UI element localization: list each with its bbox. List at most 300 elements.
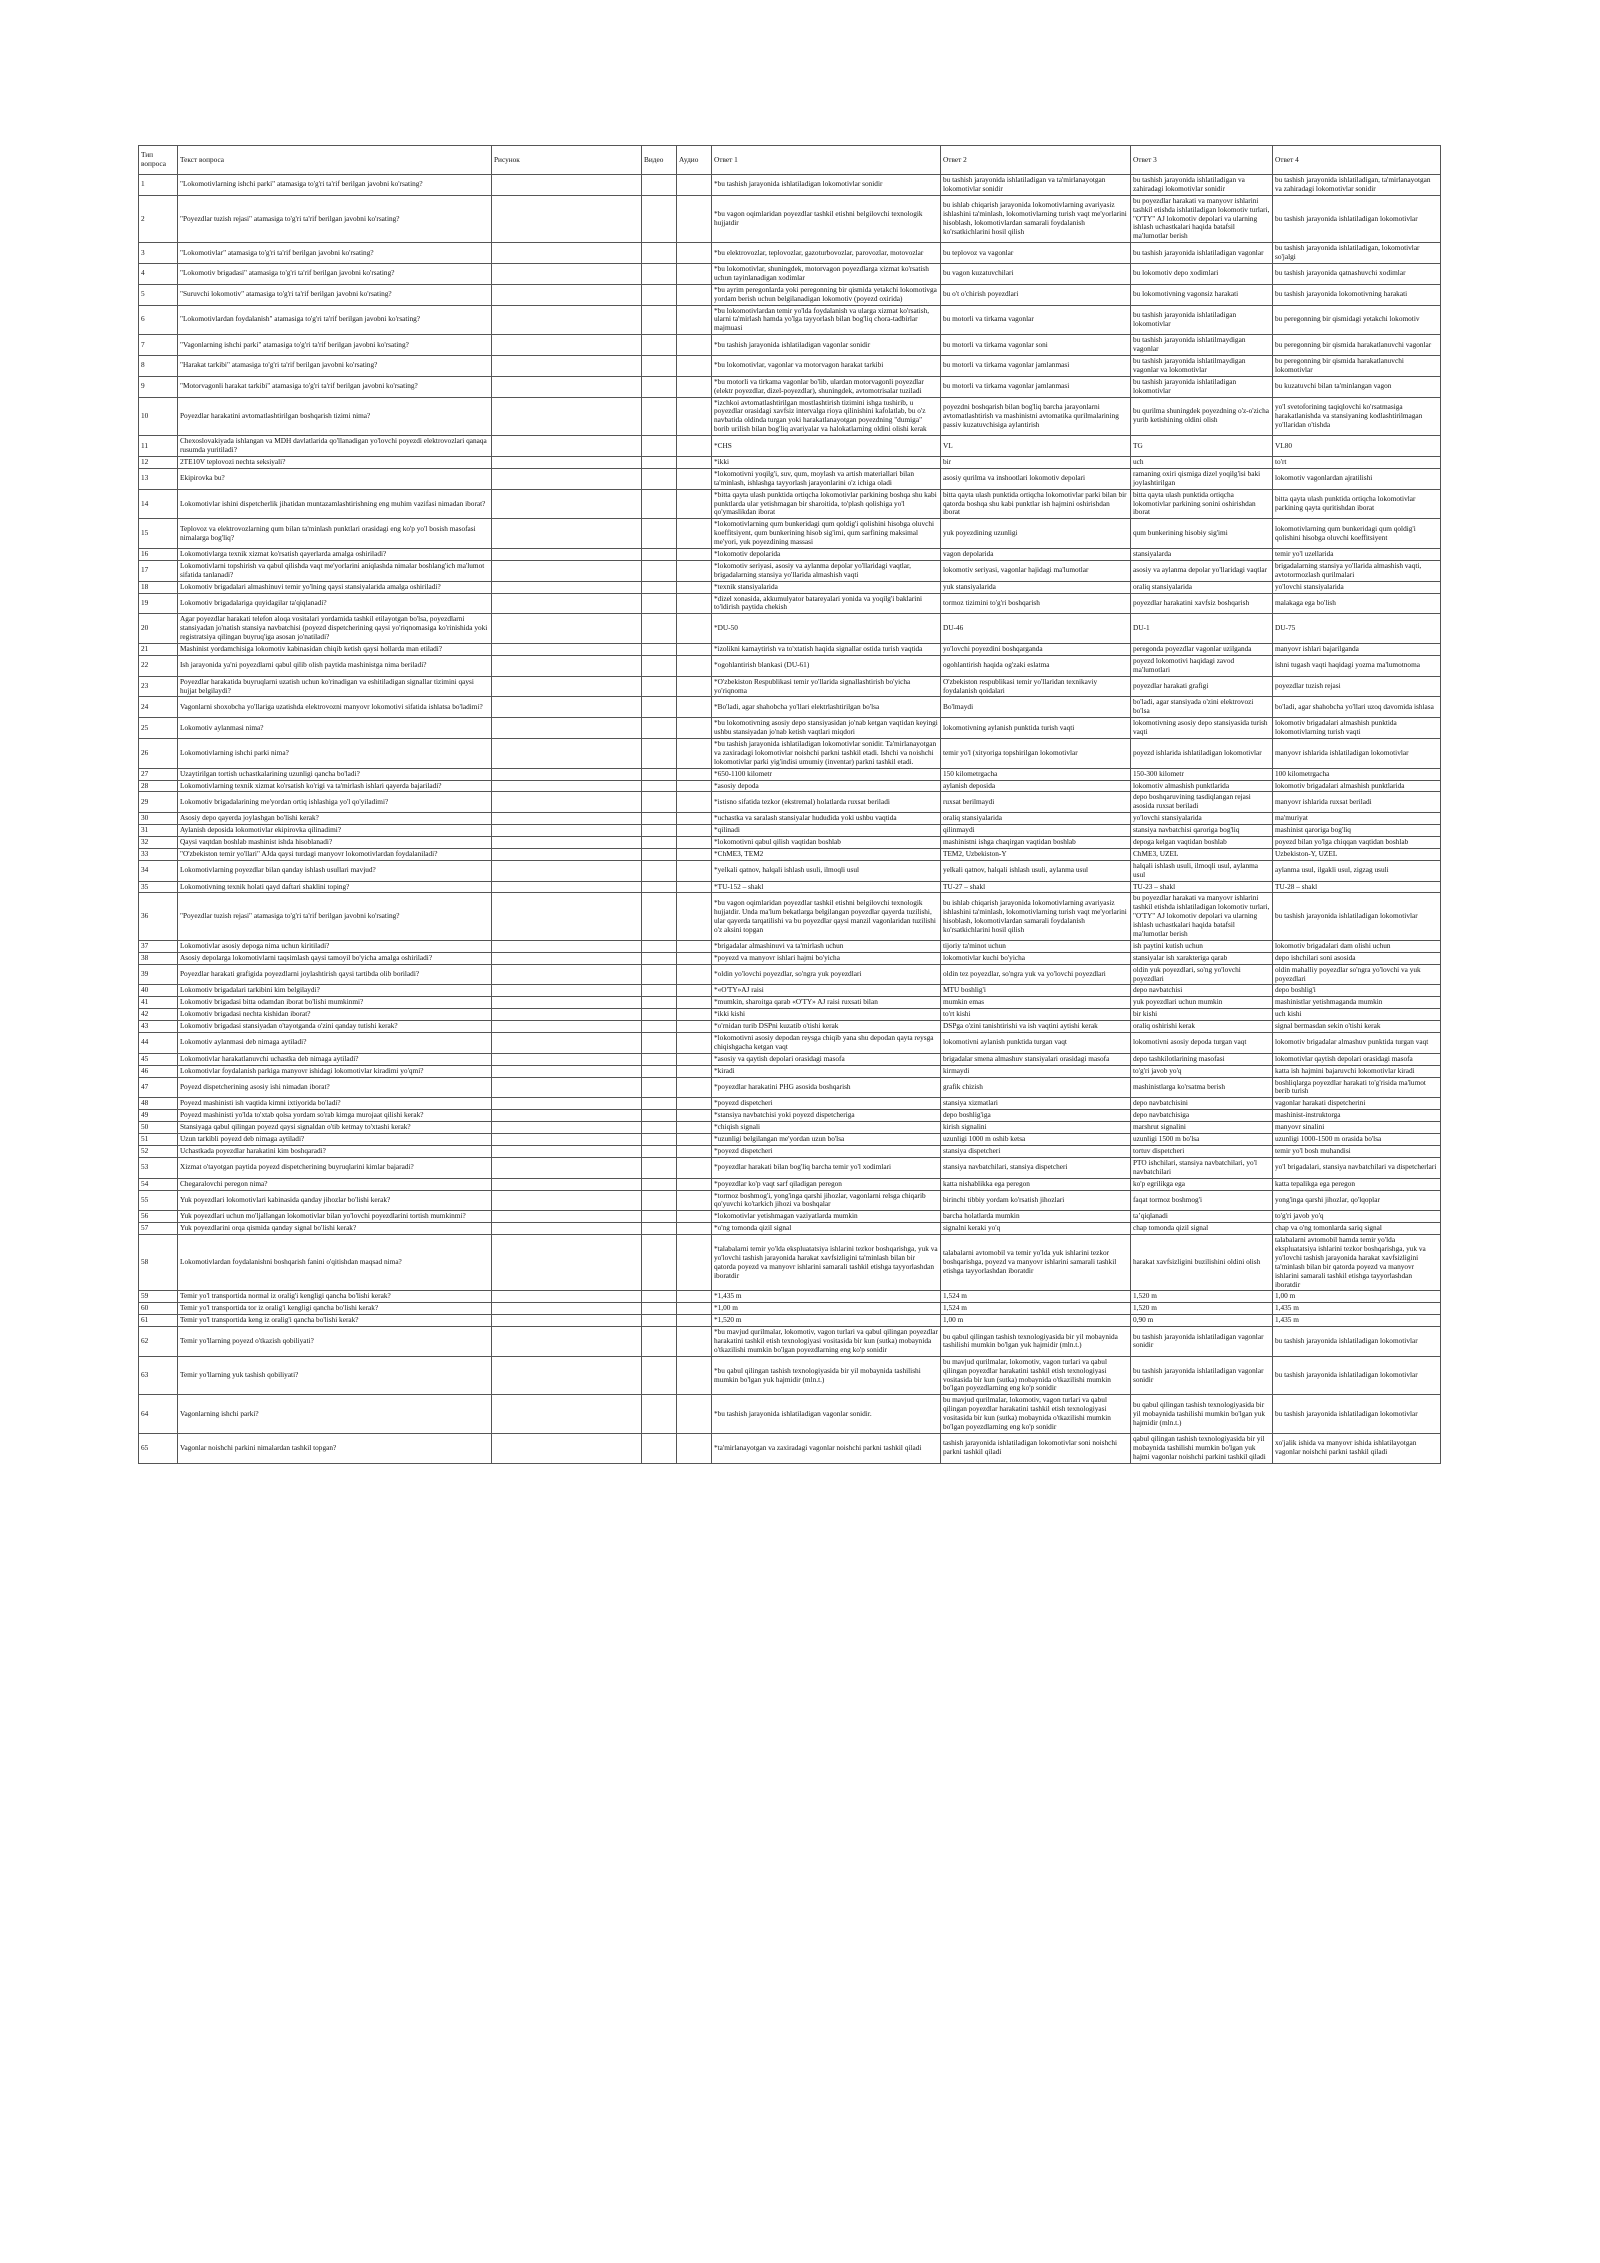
- col-header-answer-1: Ответ 1: [712, 146, 941, 175]
- table-row: [139, 1178, 1441, 1190]
- answer-3: mashinistlarga ko'rsatma berish: [1131, 1077, 1273, 1098]
- picture-cell: [492, 1157, 642, 1178]
- answer-1: *DU-50: [712, 614, 941, 644]
- audio-cell: [677, 243, 712, 264]
- answer-3: faqat tormoz boshmog'i: [1131, 1190, 1273, 1211]
- answer-4: 100 kilometrgacha: [1273, 768, 1441, 780]
- answer-2: temir yo'l (xityoriga topshirilgan lokomotivlar: [941, 738, 1131, 768]
- video-cell: [642, 468, 677, 489]
- answer-2: uzunligi 1000 m oshib ketsa: [941, 1134, 1131, 1146]
- table-row: [139, 614, 1441, 644]
- answer-2: bu motorli va tirkama vagonlar jamlanmasi: [941, 356, 1131, 377]
- table-row: [139, 1223, 1441, 1235]
- video-cell: [642, 643, 677, 655]
- answer-1: *poyezdlar harakatini PHG asosida boshqarish: [712, 1077, 941, 1098]
- question-number: 39: [139, 964, 178, 985]
- answer-3: uzunligi 1500 m bo'lsa: [1131, 1134, 1273, 1146]
- question-text: Temir yo'l transportida normal iz oralig'i kengligi qancha bo'lishi kerak?: [178, 1291, 492, 1303]
- question-text: Lokomotivlarning texnik xizmat ko'rsatish ko'rigi va ta'mirlash ishlari qayerda bajariladi?: [178, 780, 492, 792]
- question-number: 30: [139, 813, 178, 825]
- answer-2: 1,00 m: [941, 1315, 1131, 1327]
- answer-2: brigadalar smena almashuv stansiyalari orasidagi masofa: [941, 1053, 1131, 1065]
- picture-cell: [492, 643, 642, 655]
- answer-1: *1,435 m: [712, 1291, 941, 1303]
- audio-cell: [677, 1433, 712, 1463]
- video-cell: [642, 1122, 677, 1134]
- question-text: Yuk poyezdlarini orqa qismida qanday signal bo'lishi kerak?: [178, 1223, 492, 1235]
- question-text: Teplovoz va elektrovozlarning qum bilan ta'minlash punktlari orasidagi eng ko'p yo'l bosish masofasi nimalarga bog'liq?: [178, 519, 492, 549]
- question-number: 10: [139, 397, 178, 436]
- audio-cell: [677, 1315, 712, 1327]
- table-row: [139, 1303, 1441, 1315]
- picture-cell: [492, 548, 642, 560]
- question-text: Poyezd mashinisti yo'lda to'xtab qolsa yordam so'rab kimga murojaat qilishi kerak?: [178, 1110, 492, 1122]
- picture-cell: [492, 560, 642, 581]
- answer-1: *ikki: [712, 456, 941, 468]
- audio-cell: [677, 1190, 712, 1211]
- picture-cell: [492, 1223, 642, 1235]
- audio-cell: [677, 985, 712, 997]
- question-text: Agar poyezdlar harakati telefon aloqa vositalari yordamida tashkil etilayotgan bo'lsa, poyezdlarni stansiyadan jo'natish stansiya navbatchisi (poyezd dispetcherining qaysi yo'riqnomasiga ko'rinishida yoki registratsiya qilingan buyruq'iga asosan jo'natiladi?: [178, 614, 492, 644]
- picture-cell: [492, 593, 642, 614]
- answer-4: DU-75: [1273, 614, 1441, 644]
- table-row: [139, 1235, 1441, 1291]
- answer-4: manyovr sinalini: [1273, 1122, 1441, 1134]
- answer-1: *mumkin, sharoitga qarab «O'TY» AJ raisi ruxsati bilan: [712, 997, 941, 1009]
- picture-cell: [492, 581, 642, 593]
- answer-3: taʼqiqlanadi: [1131, 1211, 1273, 1223]
- answer-2: yo'lovchi poyezdini boshqarganda: [941, 643, 1131, 655]
- audio-cell: [677, 436, 712, 457]
- answer-1: *poyezdlar harakati bilan bog'liq barcha temir yo'l xodimlari: [712, 1157, 941, 1178]
- answer-3: DU-1: [1131, 614, 1273, 644]
- answer-1: *asosiy depoda: [712, 780, 941, 792]
- answer-1: *bu vagon oqimlaridan poyezdlar tashkil etishni belgilovchi texnologik hujjatdir. Unda ma'lum bekatlarga belgilangan poyezdlar qayerda tuzilishi, ular qayerda tarqatilishi va bu poyezdlar qaysi manzil vagonlaridan tuzilishi o'z aksini topgan: [712, 893, 941, 940]
- answer-2: to'rt kishi: [941, 1009, 1131, 1021]
- picture-cell: [492, 952, 642, 964]
- question-text: Lokomotiv brigadasi nechta kishidan iborat?: [178, 1009, 492, 1021]
- col-header-video: Видео: [642, 146, 677, 175]
- table-row: [139, 780, 1441, 792]
- question-text: Vagonlar noishchi parkini nimalardan tashkil topgan?: [178, 1433, 492, 1463]
- question-text: Temir yo'llarning poyezd o'tkazish qobiliyati?: [178, 1327, 492, 1357]
- answer-1: *stansiya navbatchisi yoki poyezd dispetcheriga: [712, 1110, 941, 1122]
- video-cell: [642, 792, 677, 813]
- answer-4: malakaga ega bo'lish: [1273, 593, 1441, 614]
- video-cell: [642, 1223, 677, 1235]
- audio-cell: [677, 813, 712, 825]
- picture-cell: [492, 195, 642, 242]
- question-number: 54: [139, 1178, 178, 1190]
- audio-cell: [677, 780, 712, 792]
- table-row: [139, 305, 1441, 335]
- answer-2: VL: [941, 436, 1131, 457]
- answer-3: TG: [1131, 436, 1273, 457]
- picture-cell: [492, 519, 642, 549]
- picture-cell: [492, 264, 642, 285]
- picture-cell: [492, 768, 642, 780]
- video-cell: [642, 940, 677, 952]
- answer-2: 1,524 m: [941, 1303, 1131, 1315]
- audio-cell: [677, 1110, 712, 1122]
- audio-cell: [677, 1134, 712, 1146]
- question-number: 65: [139, 1433, 178, 1463]
- answer-1: *bu mavjud qurilmalar, lokomotiv, vagon turlari va qabul qilingan poyezdlar harakatini tashkil etish texnologiyasi vositasida bir kun (sutka) mobaynida o'tkazilishi mumkin bo'lgan poyezdlarning eng ko'p sonidir: [712, 1327, 941, 1357]
- answer-4: boshliqlarga poyezdlar harakati to'g'risida ma'lumot berib turish: [1273, 1077, 1441, 1098]
- question-number: 45: [139, 1053, 178, 1065]
- answer-3: peregonda poyezdlar vagonlar uzilganda: [1131, 643, 1273, 655]
- answer-3: ko'p egrilikga ega: [1131, 1178, 1273, 1190]
- question-number: 55: [139, 1190, 178, 1211]
- question-number: 49: [139, 1110, 178, 1122]
- question-text: "Poyezdlar tuzish rejasi" atamasiga to'g'ri ta'rif berilgan javobni ko'rsating?: [178, 195, 492, 242]
- question-number: 48: [139, 1098, 178, 1110]
- question-text: Asosiy depolarga lokomotivlarni taqsimlash qaysi tamoyil bo'yicha amalga oshiriladi?: [178, 952, 492, 964]
- picture-cell: [492, 1110, 642, 1122]
- answer-4: katta tepalikga ega peregon: [1273, 1178, 1441, 1190]
- answer-1: *qilinadi: [712, 825, 941, 837]
- video-cell: [642, 1315, 677, 1327]
- answer-2: bitta qayta ulash punktida ortiqcha lokomotivlar parki bilan bir qatorda boshqa shu kabi punktlar ish hajmini oshirishdan iborat: [941, 489, 1131, 519]
- picture-cell: [492, 175, 642, 196]
- answer-3: yuk poyezdlari uchun mumkin: [1131, 997, 1273, 1009]
- answer-2: ogohlantirish haqida og'zaki eslatma: [941, 655, 1131, 676]
- question-text: Lokomotiv brigadalari almashinuvi temir yo'lning qaysi stansiyalarida amalga oshiriladi?: [178, 581, 492, 593]
- question-text: Uzun tarkibli poyezd deb nimaga aytiladi?: [178, 1134, 492, 1146]
- table-row: [139, 376, 1441, 397]
- answer-3: depo tashkilotlarining masofasi: [1131, 1053, 1273, 1065]
- audio-cell: [677, 356, 712, 377]
- table-row: [139, 738, 1441, 768]
- table-row: [139, 1122, 1441, 1134]
- table-row: [139, 593, 1441, 614]
- answer-3: poyezdlar harakatini xavfsiz boshqarish: [1131, 593, 1273, 614]
- answer-4: oldin mahalliy poyezdlar so'ngra yo'lovchi va yuk poyezdlari: [1273, 964, 1441, 985]
- audio-cell: [677, 614, 712, 644]
- table-row: [139, 397, 1441, 436]
- video-cell: [642, 1327, 677, 1357]
- question-number: 16: [139, 548, 178, 560]
- answer-2: bu vagon kuzatuvchilari: [941, 264, 1131, 285]
- answer-2: bu motorli va tirkama vagonlar soni: [941, 335, 1131, 356]
- answer-4: mashinistlar yetishmaganda mumkin: [1273, 997, 1441, 1009]
- answer-2: lokomotiv seriyasi, vagonlar hajidagi ma'lumotlar: [941, 560, 1131, 581]
- answer-4: lokomotiv vagonlardan ajratilishi: [1273, 468, 1441, 489]
- answer-4: bu tashish jarayonida ishlatiladigan lokomotivlar: [1273, 1356, 1441, 1395]
- question-text: Lokomotivlarga texnik xizmat ko'rsatish qayerlarda amalga oshiriladi?: [178, 548, 492, 560]
- table-row: [139, 1065, 1441, 1077]
- table-row: [139, 1033, 1441, 1054]
- answer-3: bu qabul qilingan tashish texnologiyasida bir yil mobaynida tashilishi mumkin bo'lgan yuk hajmidir (mln.t.): [1131, 1395, 1273, 1434]
- table-row: [139, 468, 1441, 489]
- picture-cell: [492, 456, 642, 468]
- question-number: 35: [139, 881, 178, 893]
- answer-4: bu peregonning bir qismida harakatlanuvchi vagonlar: [1273, 335, 1441, 356]
- answer-4: lokomotiv brigadalari almashish punktida lokomotivlarning turish vaqti: [1273, 718, 1441, 739]
- question-text: "Vagonlarning ishchi parki" atamasiga to'g'ri ta'rif berilgan javobni ko'rsating?: [178, 335, 492, 356]
- question-number: 36: [139, 893, 178, 940]
- picture-cell: [492, 335, 642, 356]
- answer-4: bitta qayta ulash punktida ortiqcha lokomotivlar parkining qayta quritishdan iborat: [1273, 489, 1441, 519]
- answer-1: *texnik stansiyalarida: [712, 581, 941, 593]
- table-row: [139, 825, 1441, 837]
- table-row: [139, 1009, 1441, 1021]
- answer-3: stansiyalarda: [1131, 548, 1273, 560]
- answer-3: lokomotivning asosiy depo stansiyasida turish vaqti: [1131, 718, 1273, 739]
- question-text: Mashinist yordamchisiga lokomotiv kabinasidan chiqib ketish qaysi hollarda man etiladi?: [178, 643, 492, 655]
- picture-cell: [492, 356, 642, 377]
- video-cell: [642, 655, 677, 676]
- answer-4: lokomotivlarning qum bunkeridagi qum qoldig'i qolishini hisobga oluvchi koeffitsiyent: [1273, 519, 1441, 549]
- table-row: [139, 893, 1441, 940]
- question-text: Yuk poyezdlari lokomotivlari kabinasida qanday jihozlar bo'lishi kerak?: [178, 1190, 492, 1211]
- question-number: 58: [139, 1235, 178, 1291]
- table-row: [139, 1077, 1441, 1098]
- answer-3: bir kishi: [1131, 1009, 1273, 1021]
- answer-2: lokomotivlar kuchi bo'yicha: [941, 952, 1131, 964]
- answer-4: lokomotiv brigadalari dam olishi uchun: [1273, 940, 1441, 952]
- table-row: [139, 848, 1441, 860]
- picture-cell: [492, 1053, 642, 1065]
- picture-cell: [492, 997, 642, 1009]
- answer-1: *lokomotiv seriyasi, asosiy va aylanma depolar yo'llaridagi vaqtlar, brigadalarning stansiya yo'llarida almashish vaqti: [712, 560, 941, 581]
- question-number: 61: [139, 1315, 178, 1327]
- answer-2: kirish signalini: [941, 1122, 1131, 1134]
- audio-cell: [677, 952, 712, 964]
- answer-2: qilinmaydi: [941, 825, 1131, 837]
- table-row: [139, 436, 1441, 457]
- question-number: 38: [139, 952, 178, 964]
- question-text: Lokomotivlar harakatlanuvchi uchastka deb nimaga aytiladi?: [178, 1053, 492, 1065]
- answer-4: mashinist-instruktorga: [1273, 1110, 1441, 1122]
- col-header-question: Текст вопроса: [178, 146, 492, 175]
- answer-2: bu teplovoz va vagonlar: [941, 243, 1131, 264]
- answer-3: bu tashish jarayonida ishlatiladigan va zahiradagi lokomotivlar sonidir: [1131, 175, 1273, 196]
- answer-1: *lokomotivni qabul qilish vaqtidan boshlab: [712, 837, 941, 849]
- answer-4: lokomotiv brigadalari almashish punktlarida: [1273, 780, 1441, 792]
- answer-1: *yelkali qatnov, halqali ishlash usuli, ilmoqli usul: [712, 860, 941, 881]
- video-cell: [642, 397, 677, 436]
- audio-cell: [677, 1291, 712, 1303]
- question-number: 29: [139, 792, 178, 813]
- answer-4: manyovr ishlarida ishlatiladigan lokomotivlar: [1273, 738, 1441, 768]
- answer-1: *ChME3, TEM2: [712, 848, 941, 860]
- video-cell: [642, 1235, 677, 1291]
- answer-1: *ogohlantirish blankasi (DU-61): [712, 655, 941, 676]
- audio-cell: [677, 456, 712, 468]
- video-cell: [642, 1190, 677, 1211]
- question-number: 25: [139, 718, 178, 739]
- picture-cell: [492, 1033, 642, 1054]
- table-row: [139, 860, 1441, 881]
- video-cell: [642, 780, 677, 792]
- question-text: Ish jarayonida ya'ni poyezdlarni qabul qilib olish paytida mashinistga nima beriladi?: [178, 655, 492, 676]
- video-cell: [642, 676, 677, 697]
- answer-2: lokomotivni aylanish punktida turgan vaqt: [941, 1033, 1131, 1054]
- answer-4: vagonlar harakati dispetcherini: [1273, 1098, 1441, 1110]
- answer-1: *izchkoi avtomatlashtirilgan mostlashtirish tizimini ishga tushirib, u poyezdlar orasidagi xavfsiz intervalga rioya qilinishini kafolatlab, bu o'z navbatida oldinda turgan yoki harakatlanayotgan poyezdning "dumiga" borib urilish bilan bog'liq avariyalar va halokatlarning oldini olishi kerak: [712, 397, 941, 436]
- answer-1: *bu lokomotivlar, vagonlar va motorvagon harakat tarkibi: [712, 356, 941, 377]
- answer-4: depo ishchilari soni asosida: [1273, 952, 1441, 964]
- answer-3: bu tashish jarayonida ishlatilmaydigan vagonlar: [1131, 335, 1273, 356]
- video-cell: [642, 1433, 677, 1463]
- question-number: 47: [139, 1077, 178, 1098]
- question-number: 27: [139, 768, 178, 780]
- question-text: Asosiy depo qayerda joylashgan bo'lishi kerak?: [178, 813, 492, 825]
- question-text: Uzaytirilgan tortish uchastkalarining uzunligi qancha bo'ladi?: [178, 768, 492, 780]
- video-cell: [642, 1134, 677, 1146]
- picture-cell: [492, 813, 642, 825]
- question-text: Poyezdlar harakati grafigida poyezdlarni joylashtirish qaysi tartibda olib boriladi?: [178, 964, 492, 985]
- answer-3: tortuv dispetcheri: [1131, 1145, 1273, 1157]
- answer-3: bu tashish jarayonida ishlatiladigan vagonlar: [1131, 243, 1273, 264]
- video-cell: [642, 356, 677, 377]
- audio-cell: [677, 940, 712, 952]
- answer-2: 1,524 m: [941, 1291, 1131, 1303]
- picture-cell: [492, 1291, 642, 1303]
- table-row: [139, 195, 1441, 242]
- answer-1: *poyezd dispetcheri: [712, 1098, 941, 1110]
- answer-3: depo boshqaruvining tasdiqlangan rejasi asosida ruxsat beriladi: [1131, 792, 1273, 813]
- answer-4: to'g'ri javob yo'q: [1273, 1211, 1441, 1223]
- header-row: [139, 146, 1441, 175]
- answer-1: *lokomotivni yoqilg'i, suv, qum, moylash va artish materiallari bilan ta'minlash, ishlashga tayyorlash jarayonlarini o'z ichiga oladi: [712, 468, 941, 489]
- answer-1: *chiqish signali: [712, 1122, 941, 1134]
- answer-4: bu tashish jarayonida ishlatiladigan lokomotivlar: [1273, 1395, 1441, 1434]
- audio-cell: [677, 768, 712, 780]
- video-cell: [642, 456, 677, 468]
- video-cell: [642, 489, 677, 519]
- answer-4: lokomotivlar qaytish depolari orasidagi masofa: [1273, 1053, 1441, 1065]
- answer-3: depoga kelgan vaqtidan boshlab: [1131, 837, 1273, 849]
- audio-cell: [677, 1223, 712, 1235]
- table-row: [139, 1327, 1441, 1357]
- answer-3: marshrut signalini: [1131, 1122, 1273, 1134]
- picture-cell: [492, 1122, 642, 1134]
- picture-cell: [492, 964, 642, 985]
- question-text: Vagonlarni shoxobcha yo'llariga uzatishda elektrovozni manyovr lokomotivi sifatida ishlatsa bo'ladimi?: [178, 697, 492, 718]
- table-row: [139, 1145, 1441, 1157]
- answer-3: lokomotivni asosiy depoda turgan vaqt: [1131, 1033, 1273, 1054]
- video-cell: [642, 881, 677, 893]
- question-number: 26: [139, 738, 178, 768]
- answer-2: talabalarni avtomobil va temir yo'lda yuk ishlarini tezkor boshqarishga, poyezd va manyovr ishlarini samarali tashkil etishga tayyorlashdan iboratdir: [941, 1235, 1131, 1291]
- table-row: [139, 1021, 1441, 1033]
- video-cell: [642, 985, 677, 997]
- table-row: [139, 985, 1441, 997]
- video-cell: [642, 952, 677, 964]
- answer-3: poyezdlar harakati grafigi: [1131, 676, 1273, 697]
- video-cell: [642, 560, 677, 581]
- answer-2: MTU boshlig'i: [941, 985, 1131, 997]
- video-cell: [642, 738, 677, 768]
- video-cell: [642, 175, 677, 196]
- answer-2: oldin tez poyezdlar, so'ngra yuk va yo'lovchi poyezdlari: [941, 964, 1131, 985]
- question-number: 9: [139, 376, 178, 397]
- answer-1: *uchastka va saralash stansiyalar hududida yoki ushbu vaqtida: [712, 813, 941, 825]
- answer-1: *bu lokomotivning asosiy depo stansiyasidan jo'nab ketgan vaqtidan keyingi ushbu stansiyadan jo'nab ketish vaqtlari miqdori: [712, 718, 941, 739]
- table-row: [139, 1356, 1441, 1395]
- answer-2: O'zbekiston respublikasi temir yo'llaridan texnikaviy foydalanish qoidalari: [941, 676, 1131, 697]
- video-cell: [642, 825, 677, 837]
- answer-1: *izolikni kamaytirish va to'xtatish haqida signallar ostida turish vaqtida: [712, 643, 941, 655]
- table-row: [139, 718, 1441, 739]
- question-text: Stansiyaga qabul qilingan poyezd qaysi signaldan o'tib ketmay to'xtashi kerak?: [178, 1122, 492, 1134]
- video-cell: [642, 1053, 677, 1065]
- answer-3: yo'lovchi stansiyalarida: [1131, 813, 1273, 825]
- question-text: Lokomotiv aylanmasi deb nimaga aytiladi?: [178, 1033, 492, 1054]
- picture-cell: [492, 860, 642, 881]
- answer-2: TU-27 – shakl: [941, 881, 1131, 893]
- answer-1: *dizel xonasida, akkumulyator batareyalari yonida va yoqilg'i baklarini to'ldirish paytida chekish: [712, 593, 941, 614]
- answer-3: depo navbatchisi: [1131, 985, 1273, 997]
- picture-cell: [492, 1178, 642, 1190]
- video-cell: [642, 1178, 677, 1190]
- picture-cell: [492, 848, 642, 860]
- answer-2: bu motorli va tirkama vagonlar jamlanmasi: [941, 376, 1131, 397]
- answer-4: bu tashish jarayonida ishlatiladigan lokomotivlar: [1273, 1327, 1441, 1357]
- audio-cell: [677, 697, 712, 718]
- question-text: Yuk poyezdlari uchun mo'ljallangan lokomotivlar bilan yo'lovchi poyezdlarini tortish mumkinmi?: [178, 1211, 492, 1223]
- video-cell: [642, 848, 677, 860]
- answer-2: barcha holatlarda mumkin: [941, 1211, 1131, 1223]
- video-cell: [642, 335, 677, 356]
- picture-cell: [492, 1190, 642, 1211]
- answer-2: katta nishablikka ega peregon: [941, 1178, 1131, 1190]
- question-number: 12: [139, 456, 178, 468]
- table-row: [139, 1395, 1441, 1434]
- answer-1: *uzunligi belgilangan me'yordan uzun bo'lsa: [712, 1134, 941, 1146]
- answer-1: *brigadalar almashinuvi va ta'mirlash uchun: [712, 940, 941, 952]
- audio-cell: [677, 548, 712, 560]
- audio-cell: [677, 195, 712, 242]
- audio-cell: [677, 964, 712, 985]
- answer-1: *poyezd dispetcheri: [712, 1145, 941, 1157]
- answer-2: tijoriy ta'minot uchun: [941, 940, 1131, 952]
- picture-cell: [492, 468, 642, 489]
- video-cell: [642, 1291, 677, 1303]
- question-text: Lokomotivlar ishini dispetcherlik jihatidan muntazamlashtirishning eng muhim vazifasi nimadan iborat?: [178, 489, 492, 519]
- audio-cell: [677, 738, 712, 768]
- table-row: [139, 676, 1441, 697]
- video-cell: [642, 436, 677, 457]
- answer-4: mashinist qaroriga bog'liq: [1273, 825, 1441, 837]
- table-row: [139, 1110, 1441, 1122]
- table-row: [139, 1157, 1441, 1178]
- question-text: Temir yo'l transportida keng iz oralig'i qancha bo'lishi kerak?: [178, 1315, 492, 1327]
- answer-4: bu tashish jarayonida ishlatiladigan, ta'mirlanayotgan va zahiradagi lokomotivlar sonidir: [1273, 175, 1441, 196]
- answer-1: *ikki kishi: [712, 1009, 941, 1021]
- table-row: [139, 881, 1441, 893]
- answer-4: 1,00 m: [1273, 1291, 1441, 1303]
- audio-cell: [677, 560, 712, 581]
- question-text: Lokomotivlarni topshirish va qabul qilishda vaqt me'yorlarini aniqlashda nimalar boshlang'ich ma'lumot sifatida tanlanadi?: [178, 560, 492, 581]
- video-cell: [642, 376, 677, 397]
- table-row: [139, 1291, 1441, 1303]
- answer-1: *«O'TY»AJ raisi: [712, 985, 941, 997]
- picture-cell: [492, 436, 642, 457]
- picture-cell: [492, 893, 642, 940]
- answer-1: *lokomotiv depolarida: [712, 548, 941, 560]
- question-number: 22: [139, 655, 178, 676]
- answer-3: poyezd ishlarida ishlatiladigan lokomotivlar: [1131, 738, 1273, 768]
- question-number: 62: [139, 1327, 178, 1357]
- video-cell: [642, 1157, 677, 1178]
- audio-cell: [677, 489, 712, 519]
- table-row: [139, 175, 1441, 196]
- answer-3: chap tomonda qizil signal: [1131, 1223, 1273, 1235]
- question-number: 24: [139, 697, 178, 718]
